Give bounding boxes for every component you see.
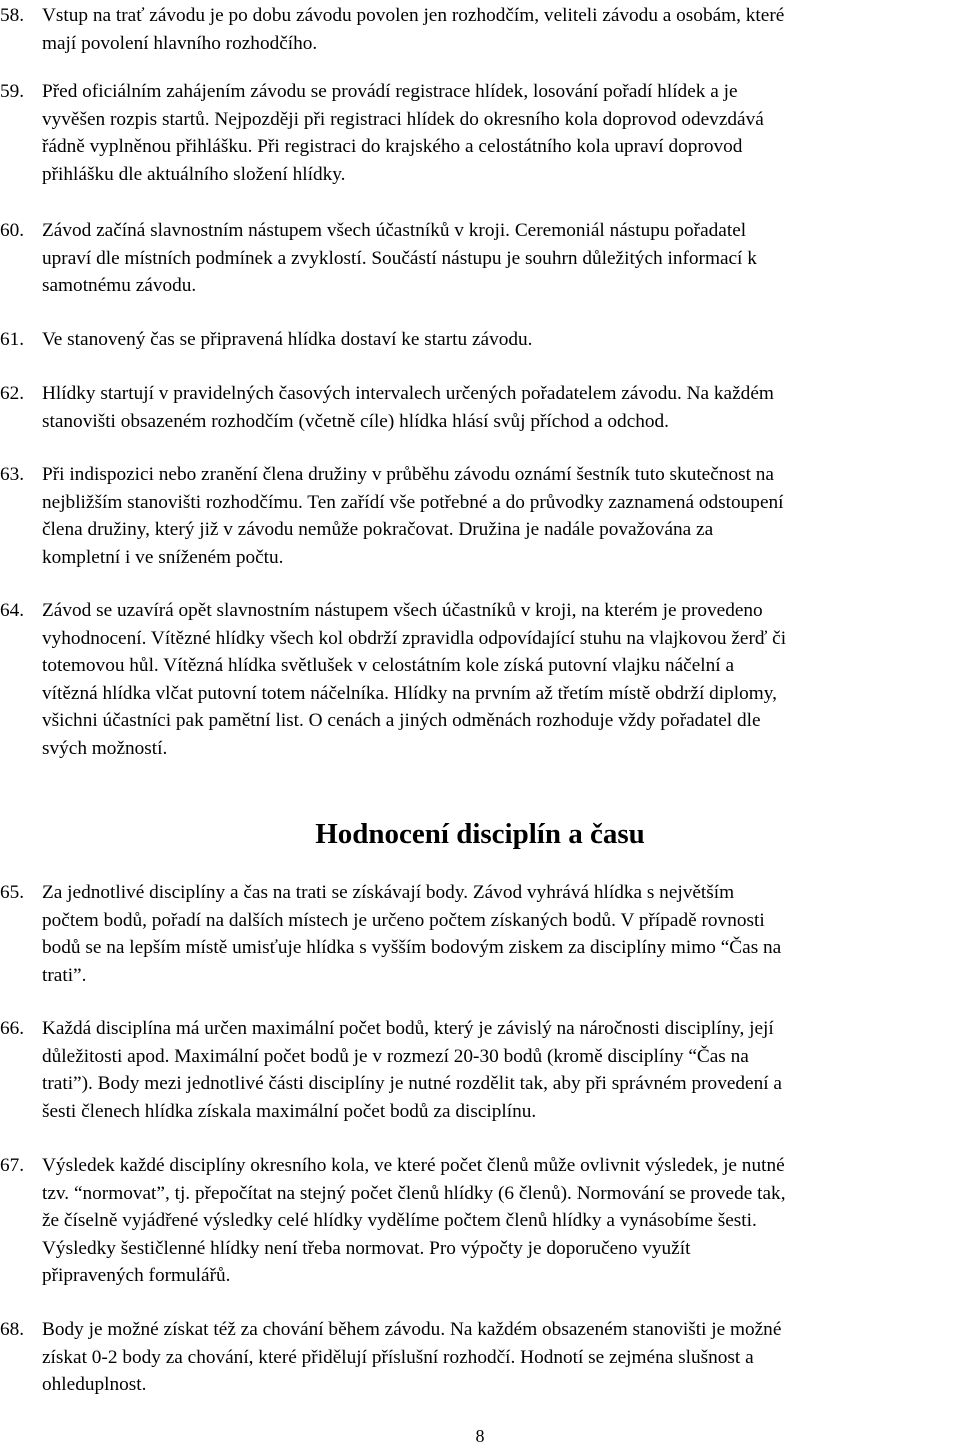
text-line: stanovišti obsazeném rozhodčím (včetně cíle) hlídka hlásí svůj příchod a odchod. [42, 410, 669, 432]
text-line: připravených formulářů. [42, 1265, 231, 1286]
text-line: řádně vyplněnou přihlášku. Při registraci do krajského a celostátního kola upraví doprovod [42, 136, 743, 157]
text-line: Body je možné získat též za chování během závodu. Na každém obsazeném stanovišti je možné [42, 1319, 782, 1340]
text-line: Výsledky šestičlenné hlídky není třeba normovat. Pro výpočty je doporučeno využít [42, 1237, 691, 1259]
text-line: tzv. “normovat”, tj. přepočítat na stejný počet členů hlídky (6 členů). Normování se provede tak, [42, 1182, 786, 1204]
item-number: 59. [0, 81, 25, 102]
text-line: bodů se na lepším místě umisťuje hlídka s vyšším bodovým ziskem za disciplíny mimo “Čas na [42, 937, 782, 958]
text-line: Každá disciplína má určen maximální počet bodů, který je závislý na náročnosti disciplíny, její [42, 1018, 774, 1039]
text-line: získat 0-2 body za chování, které přidělují příslušní rozhodčí. Hodnotí se zejména slušnost a [42, 1346, 754, 1368]
item-text [42, 326, 958, 354]
text-line: nejbližším stanovišti rozhodčímu. Ten zařídí vše potřebné a do průvodky zaznamená odstoupení [42, 491, 784, 513]
item-number: 62. [0, 383, 25, 404]
item-number: 65. [0, 882, 25, 903]
text-line: člena družiny, který již v závodu nemůže pokračovat. Družina je nadále považována za [42, 519, 714, 540]
text-line: všichni účastníci pak pamětní list. O cenách a jiných odměnách rozhoduje vždy pořadatel dle [42, 710, 761, 731]
item-number: 60. [0, 220, 25, 241]
text-line: šesti členech hlídka získala maximální počet bodů za disciplínu. [42, 1100, 537, 1122]
text-line: trati”). Body mezi jednotlivé části disciplíny je nutné rozdělit tak, aby při správném provedení a [42, 1073, 782, 1094]
text-line: svých možností. [42, 737, 168, 759]
item-text [42, 879, 958, 989]
item-number: 67. [0, 1155, 25, 1176]
item-text [42, 597, 958, 762]
text-line: vyvěšen rozpis startů. Nejpozději při registraci hlídek do okresního kola doprovod odevzdává [42, 108, 764, 130]
text-line: vítězná hlídka vlčat putovní totem náčelníka. Hlídky na prvním až třetím místě obdrží diplomy, [42, 682, 778, 704]
item-number: 66. [0, 1018, 25, 1039]
text-line: Před oficiálním zahájením závodu se provádí registrace hlídek, losování pořadí hlídek a je [42, 81, 738, 102]
text-line: ohleduplnost. [42, 1374, 147, 1395]
item-text [42, 217, 958, 300]
text-line: Ve stanovený čas se připravená hlídka dostaví ke startu závodu. [42, 329, 533, 350]
item-text [42, 78, 958, 188]
text-line: Hlídky startují v pravidelných časových intervalech určených pořadatelem závodu. Na každém [42, 383, 774, 404]
page-number: 8 [475, 1426, 485, 1446]
item-text [42, 2, 958, 57]
text-line: přihlášku dle aktuálního složení hlídky. [42, 163, 346, 185]
text-line: počtem bodů, pořadí na dalších místech je určeno počtem získaných bodů. V případě rovnosti [42, 909, 765, 931]
item-number: 63. [0, 464, 25, 485]
text-line: Závod začíná slavnostním nástupem všech účastníků v kroji. Ceremoniál nástupu pořadatel [42, 220, 747, 241]
text-line: totemovou hůl. Vítězná hlídka světlušek v celostátním kole získá putovní vlajku náčelní a [42, 655, 735, 676]
text-line: důležitosti apod. Maximální počet bodů je v rozmezí 20-30 bodů (kromě disciplíny “Čas na [42, 1045, 749, 1067]
text-line: Vstup na trať závodu je po dobu závodu povolen jen rozhodčím, veliteli závodu a osobám, které [42, 5, 785, 26]
text-line: kompletní i ve sníženém počtu. [42, 546, 284, 568]
item-number: 58. [0, 5, 25, 26]
item-text [42, 1316, 958, 1399]
item-number: 61. [0, 329, 25, 350]
item-text [42, 461, 958, 571]
text-line: vyhodnocení. Vítězné hlídky všech kol obdrží zpravidla odpovídající stuhu na vlajkovou žerď či [42, 627, 787, 649]
text-line: mají povolení hlavního rozhodčího. [42, 32, 318, 54]
text-line: Závod se uzavírá opět slavnostním nástupem všech účastníků v kroji, na kterém je provedeno [42, 600, 763, 621]
item-number: 64. [0, 600, 25, 621]
text-line: Výsledek každé disciplíny okresního kola, ve které počet členů může ovlivnit výsledek, je nutné [42, 1155, 785, 1176]
item-text [42, 1152, 958, 1290]
section-heading: Hodnocení disciplín a času [315, 818, 645, 850]
text-line: upraví dle místních podmínek a zvyklostí. Součástí nástupu je souhrn důležitých informací k [42, 247, 757, 269]
item-text [42, 380, 958, 435]
text-line: samotnému závodu. [42, 275, 197, 296]
text-line: že číselně vyjádřené výsledky celé hlídky vydělíme počtem členů hlídky a vynásobíme šesti. [42, 1210, 757, 1231]
item-number: 68. [0, 1319, 25, 1340]
text-line: Za jednotlivé disciplíny a čas na trati se získávají body. Závod vyhrává hlídka s největším [42, 882, 735, 903]
text-line: Při indispozici nebo zranění člena družiny v průběhu závodu oznámí šestník tuto skutečnost na [42, 464, 774, 485]
item-text [42, 1015, 958, 1125]
text-line: trati”. [42, 964, 87, 986]
